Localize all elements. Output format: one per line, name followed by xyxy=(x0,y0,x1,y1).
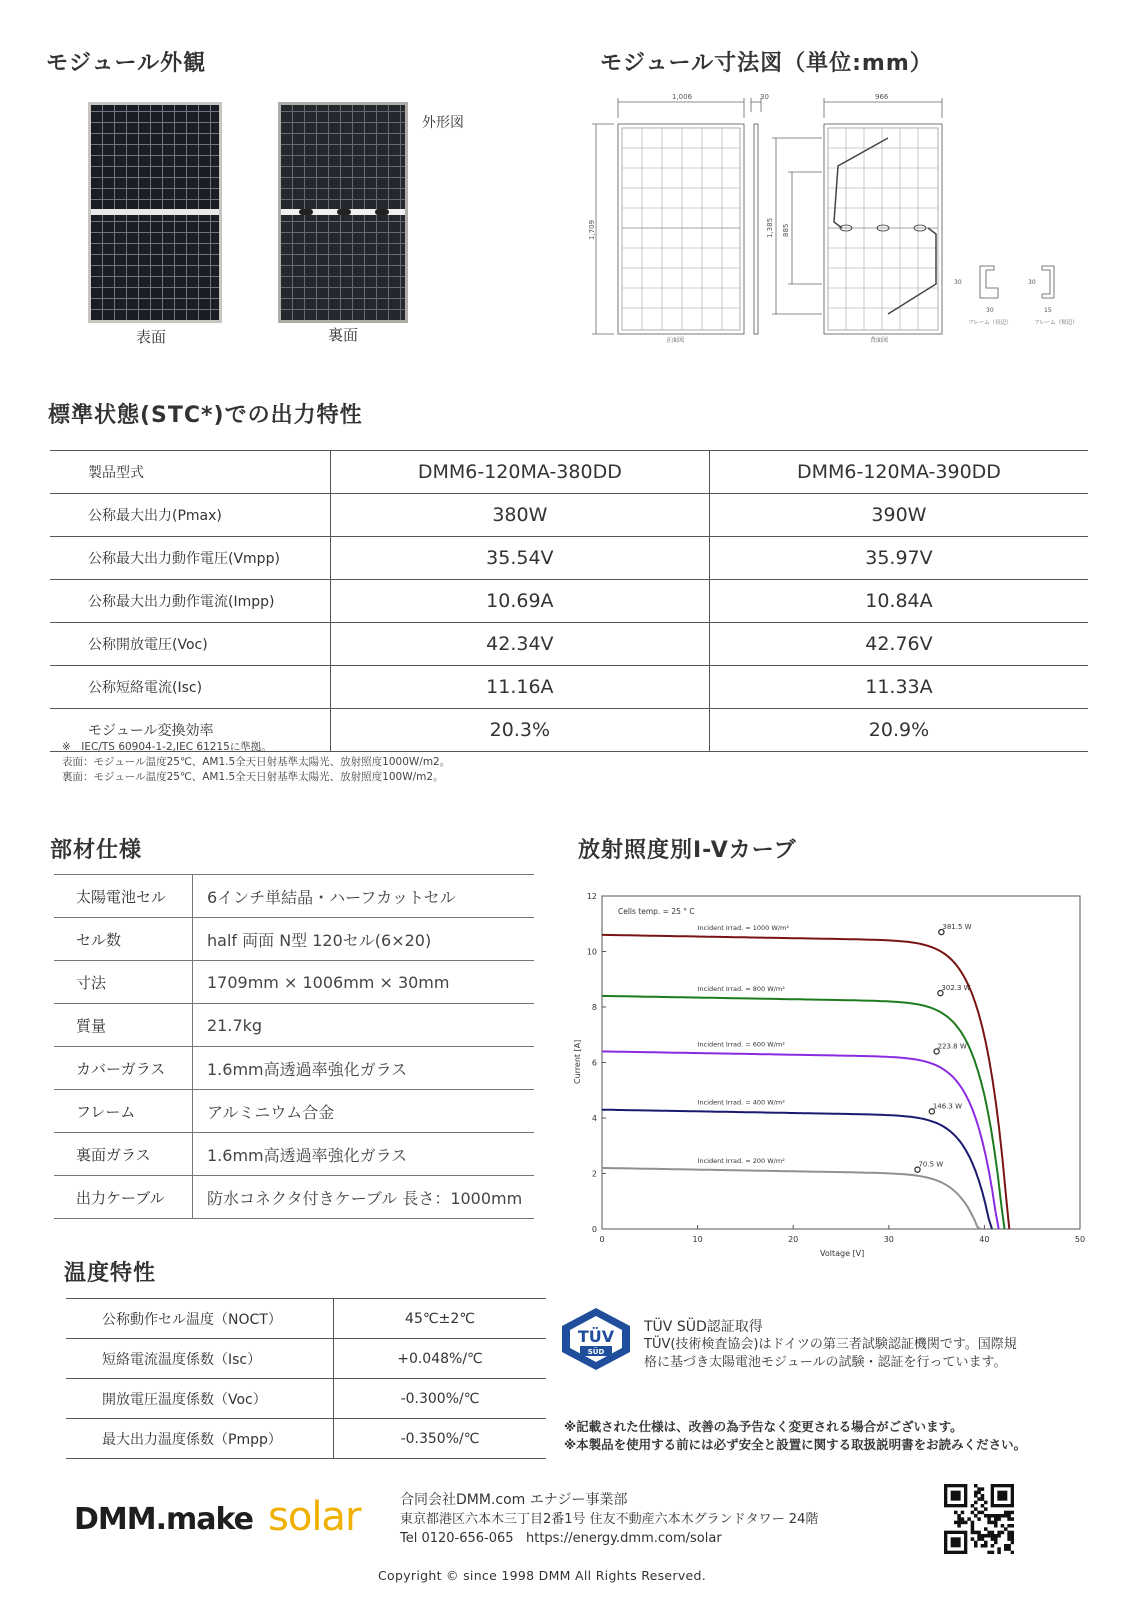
stc-note: 表面：モジュール温度25℃、AM1.5全天日射基準太陽光、放射照度1000W/m2。 xyxy=(62,756,451,768)
frame-short-width: 15 xyxy=(1044,307,1052,314)
disclaimer: ※本製品を使用する前には必ず安全と設置に関する取扱説明書をお読みください。 xyxy=(564,1437,1027,1452)
plot-frame xyxy=(602,896,1080,1229)
temp-label: 公称動作セル温度（NOCT） xyxy=(66,1299,334,1339)
table-row xyxy=(50,451,1088,494)
stc-header-label: 製品型式 xyxy=(50,451,330,494)
section-title-temperature: 温度特性 xyxy=(64,1261,157,1286)
section-title-appearance: モジュール外観 xyxy=(46,51,207,76)
dim-back-h1: 1,385 xyxy=(766,217,774,238)
stc-notes xyxy=(62,740,450,785)
table-row xyxy=(54,961,534,1004)
table-row xyxy=(66,1339,546,1379)
mat-label: 質量 xyxy=(54,1004,193,1047)
series-label: Incident Irrad. = 200 W/m² xyxy=(697,1156,785,1165)
stc-cell: 20.9% xyxy=(709,709,1088,752)
table-row xyxy=(50,580,1088,623)
stc-note: ※ IEC/TS 60904-1-2,IEC 61215に準拠。 xyxy=(62,741,272,753)
series-label: Incident Irrad. = 400 W/m² xyxy=(697,1098,785,1107)
temperature-table xyxy=(66,1298,546,1459)
section-title-iv: 放射照度別I-Vカーブ xyxy=(578,838,797,863)
table-row xyxy=(66,1379,546,1419)
table-row xyxy=(54,875,534,918)
stc-row-label: 公称最大出力動作電圧(Vmpp) xyxy=(50,537,330,580)
section-title-materials: 部材仕様 xyxy=(50,838,143,863)
temp-value: -0.350%/℃ xyxy=(334,1419,547,1459)
mat-label: 出力ケーブル xyxy=(54,1176,193,1219)
series-label: Incident Irrad. = 1000 W/m² xyxy=(697,923,789,932)
mat-label: 寸法 xyxy=(54,961,193,1004)
footer-company-block xyxy=(400,1491,818,1548)
frame-short-height: 30 xyxy=(1028,279,1036,286)
mat-value: 1.6mm高透過率強化ガラス xyxy=(193,1047,535,1090)
frame-long-width: 30 xyxy=(986,307,994,314)
y-tick-label: 12 xyxy=(586,892,597,901)
table-row xyxy=(50,537,1088,580)
tuv-logo-text: TÜV xyxy=(577,1327,615,1346)
tuv-sud-logo-icon xyxy=(558,1306,634,1372)
mat-value: アルミニウム合金 xyxy=(193,1090,535,1133)
y-tick-label: 4 xyxy=(591,1114,597,1123)
x-tick-label: 30 xyxy=(883,1235,894,1244)
mat-value: half 両面 N型 120セル(6×20) xyxy=(193,918,535,961)
section-title-dimensions: モジュール寸法図（単位:mm） xyxy=(600,51,933,76)
table-row xyxy=(54,918,534,961)
temp-value: 45℃±2℃ xyxy=(334,1299,547,1339)
table-row xyxy=(66,1419,546,1459)
mat-value: 1.6mm高透過率強化ガラス xyxy=(193,1133,535,1176)
x-tick-label: 0 xyxy=(599,1235,605,1244)
mat-value: 6インチ単結晶・ハーフカットセル xyxy=(193,875,535,918)
x-tick-label: 40 xyxy=(979,1235,990,1244)
mat-value: 1709mm × 1006mm × 30mm xyxy=(193,961,535,1004)
tuv-description xyxy=(644,1336,1017,1372)
temp-label: 短絡電流温度係数（Isc） xyxy=(66,1339,334,1379)
stc-cell: 10.84A xyxy=(709,580,1088,623)
stc-header-model-390: DMM6-120MA-390DD xyxy=(709,451,1088,494)
brand-logo-solar: solar xyxy=(268,1494,361,1540)
table-row xyxy=(54,1090,534,1133)
table-row xyxy=(50,494,1088,537)
stc-cell: 35.54V xyxy=(330,537,709,580)
mat-label: セル数 xyxy=(54,918,193,961)
mat-label: フレーム xyxy=(54,1090,193,1133)
y-tick-label: 10 xyxy=(586,947,597,957)
stc-header-model-380: DMM6-120MA-380DD xyxy=(330,451,709,494)
section-title-stc: 標準状態(STC*)での出力特性 xyxy=(48,403,363,428)
panel-front-image xyxy=(88,102,222,323)
y-tick-label: 8 xyxy=(591,1003,597,1012)
stc-row-label: モジュール変換効率 xyxy=(50,709,330,752)
front-caption: 表面 xyxy=(136,328,167,346)
frame-short-caption: フレーム（短辺） xyxy=(1034,320,1078,326)
x-tick-label: 10 xyxy=(692,1235,703,1244)
tuv-description-line: TÜV(技術検査協会)はドイツの第三者試験認証機関です。国際規 xyxy=(644,1337,1017,1352)
y-tick-label: 0 xyxy=(591,1225,597,1234)
x-tick-label: 50 xyxy=(1074,1235,1086,1244)
stc-note: 裏面：モジュール温度25℃、AM1.5全天日射基準太陽光、放射照度100W/m2。 xyxy=(62,771,444,783)
y-axis-label: Current [A] xyxy=(573,1039,582,1084)
table-row xyxy=(50,666,1088,709)
stc-row-label: 公称開放電圧(Voc) xyxy=(50,623,330,666)
qr-code-icon xyxy=(944,1484,1014,1554)
dim-width-front: 1,006 xyxy=(672,93,693,101)
stc-cell: 10.69A xyxy=(330,580,709,623)
brand-logo-dmm: DMM.make xyxy=(74,1502,254,1537)
iv-chart xyxy=(566,884,1086,1264)
footer-url[interactable]: https://energy.dmm.com/solar xyxy=(525,1531,722,1546)
mpp-label: 302.3 W xyxy=(941,984,971,993)
tuv-title: TÜV SÜD認証取得 xyxy=(644,1319,763,1335)
mat-label: カバーガラス xyxy=(54,1047,193,1090)
frame-long-height: 30 xyxy=(954,279,962,286)
series-label: Incident Irrad. = 800 W/m² xyxy=(697,984,785,993)
temp-label: 開放電圧温度係数（Voc） xyxy=(66,1379,334,1419)
stc-cell: 11.33A xyxy=(709,666,1088,709)
table-row xyxy=(66,1299,546,1339)
stc-row-label: 公称短絡電流(Isc) xyxy=(50,666,330,709)
front-view-caption: 正面図 xyxy=(666,337,685,344)
table-row xyxy=(54,1004,534,1047)
copyright: Copyright © since 1998 DMM All Rights Reserved. xyxy=(378,1568,707,1583)
chart-note: Cells temp. = 25 ° C xyxy=(618,907,695,916)
stc-cell: 390W xyxy=(709,494,1088,537)
panel-back-image xyxy=(278,102,408,323)
dim-back-h2: 885 xyxy=(782,223,790,237)
dimension-drawing xyxy=(588,88,1108,350)
disclaimers xyxy=(564,1418,1026,1454)
stc-cell: 380W xyxy=(330,494,709,537)
stc-row-label: 公称最大出力(Pmax) xyxy=(50,494,330,537)
y-tick-label: 2 xyxy=(591,1169,597,1179)
table-row xyxy=(54,1047,534,1090)
tuv-description-line: 格に基づき太陽電池モジュールの試験・認証を行っています。 xyxy=(644,1355,1007,1370)
stc-cell: 42.34V xyxy=(330,623,709,666)
mpp-label: 70.5 W xyxy=(918,1160,944,1169)
mpp-label: 146.3 W xyxy=(932,1102,963,1111)
temp-label: 最大出力温度係数（Pmpp） xyxy=(66,1419,334,1459)
y-tick-label: 6 xyxy=(591,1058,597,1068)
frame-long-caption: フレーム（長辺） xyxy=(968,320,1012,326)
mat-value: 防水コネクタ付きケーブル 長さ：1000mm xyxy=(193,1176,535,1219)
mpp-label: 381.5 W xyxy=(942,923,972,932)
back-caption: 裏面 xyxy=(328,326,359,344)
mat-label: 太陽電池セル xyxy=(54,875,193,918)
disclaimer: ※記載された仕様は、改善の為予告なく変更される場合がございます。 xyxy=(564,1419,963,1434)
stc-cell: 20.3% xyxy=(330,709,709,752)
dim-height: 1,709 xyxy=(588,219,596,240)
stc-cell: 42.76V xyxy=(709,623,1088,666)
materials-table xyxy=(54,874,534,1219)
table-row xyxy=(54,1133,534,1176)
table-row xyxy=(50,623,1088,666)
mpp-label: 223.8 W xyxy=(937,1042,967,1051)
stc-table xyxy=(50,450,1088,752)
mat-label: 裏面ガラス xyxy=(54,1133,193,1176)
stc-cell: 11.16A xyxy=(330,666,709,709)
x-axis-label: Voltage [V] xyxy=(820,1249,865,1258)
back-view-caption: 背面図 xyxy=(870,337,889,344)
tuv-logo-sub: SÜD xyxy=(587,1348,605,1356)
dim-width-back: 966 xyxy=(875,93,889,101)
table-row xyxy=(54,1176,534,1219)
footer-tel: Tel 0120-656-065 xyxy=(400,1531,514,1546)
stc-row-label: 公称最大出力動作電流(Impp) xyxy=(50,580,330,623)
outline-label: 外形図 xyxy=(422,115,464,131)
temp-value: +0.048%/℃ xyxy=(334,1339,547,1379)
temp-value: -0.300%/℃ xyxy=(334,1379,547,1419)
stc-cell: 35.97V xyxy=(709,537,1088,580)
series-label: Incident Irrad. = 600 W/m² xyxy=(697,1040,785,1049)
x-tick-label: 20 xyxy=(788,1235,799,1244)
dim-depth: 30 xyxy=(760,93,769,101)
mat-value: 21.7kg xyxy=(193,1004,535,1047)
footer-company: 合同会社DMM.com エナジー事業部 xyxy=(400,1492,628,1508)
footer-address: 東京都港区六本木三丁目2番1号 住友不動産六本木グランドタワー 24階 xyxy=(400,1512,819,1527)
